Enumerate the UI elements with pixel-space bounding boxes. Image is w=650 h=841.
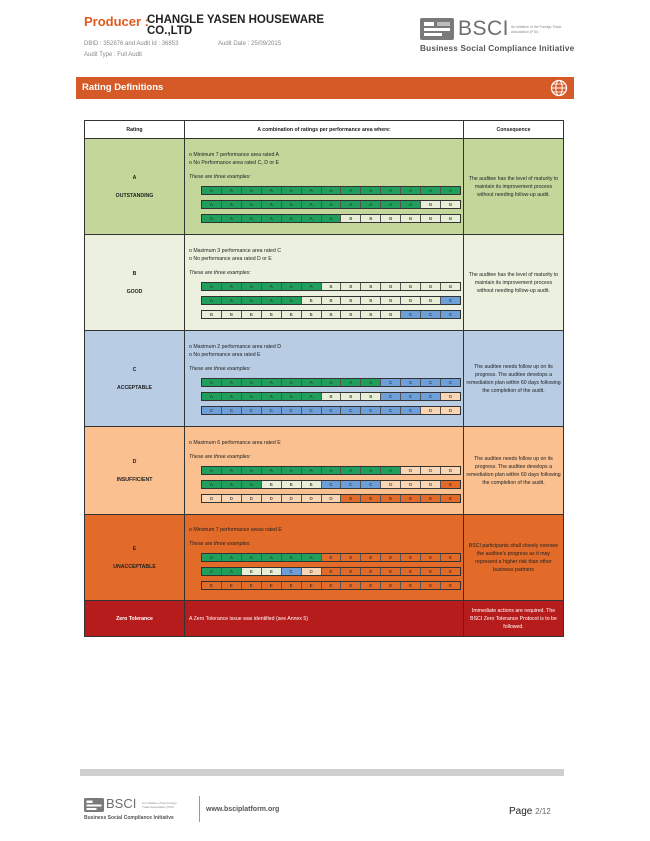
sequence-rating-cell: A bbox=[202, 393, 222, 400]
sequence-rating-cell: C bbox=[361, 481, 381, 488]
sequence-rating-cell: B bbox=[381, 311, 401, 318]
combination-cell bbox=[185, 235, 464, 331]
sequence-rating-cell: E bbox=[322, 554, 342, 561]
sequence-rating-cell: A bbox=[202, 568, 222, 575]
sequence-rating-cell: D bbox=[222, 495, 242, 502]
page-label: Page bbox=[509, 806, 533, 817]
consequence-cell: The auditee needs follow up on its progress. The auditee develops a remediation plan within 60 days following the completion of the audit. bbox=[464, 427, 564, 515]
sequence-rating-cell: B bbox=[381, 297, 401, 304]
rating-rows bbox=[85, 139, 564, 637]
section-title: Rating Definitions bbox=[82, 82, 164, 93]
sequence-rating-cell: D bbox=[421, 407, 441, 414]
globe-icon bbox=[550, 79, 568, 97]
sequence-rating-cell: E bbox=[222, 582, 242, 589]
sequence-rating-cell: A bbox=[381, 467, 401, 474]
examples-label: These are three examples: bbox=[189, 269, 251, 276]
criteria-bullet: o No performance area rated D or E bbox=[189, 255, 272, 262]
sequence-rating-cell: A bbox=[242, 554, 262, 561]
sequence-rating-cell: A bbox=[242, 393, 262, 400]
sequence-rating-cell: E bbox=[441, 481, 460, 488]
sequence-rating-cell: C bbox=[421, 393, 441, 400]
criteria-bullet: o Maximum 6 performance area rated E bbox=[189, 439, 281, 446]
sequence-rating-cell: E bbox=[361, 582, 381, 589]
sequence-rating-cell: C bbox=[361, 407, 381, 414]
examples-label: These are three examples: bbox=[189, 453, 251, 460]
producer-label: Producer : bbox=[84, 14, 150, 29]
consequence-cell: The auditee has the level of maturity to maintain its improvement process without needing follow-up audit. bbox=[464, 235, 564, 331]
example-sequence bbox=[201, 296, 461, 305]
rating-cell bbox=[85, 235, 185, 331]
sequence-rating-cell: E bbox=[421, 582, 441, 589]
sequence-rating-cell: B bbox=[441, 201, 460, 208]
zero-tolerance-label: Zero Tolerance bbox=[85, 601, 185, 637]
rating-name: ACCEPTABLE bbox=[116, 384, 153, 391]
sequence-rating-cell: B bbox=[322, 393, 342, 400]
sequence-rating-cell: E bbox=[421, 495, 441, 502]
sequence-rating-cell: A bbox=[202, 283, 222, 290]
example-sequence bbox=[201, 480, 461, 489]
sequence-rating-cell: A bbox=[222, 393, 242, 400]
rating-name: OUTSTANDING bbox=[115, 192, 154, 199]
sequence-rating-cell: A bbox=[322, 379, 342, 386]
consequence-cell: The auditee has the level of maturity to maintain its improvement process without needing follow-up audit. bbox=[464, 139, 564, 235]
criteria-bullet: o Minimum 7 performance areas rated E bbox=[189, 526, 282, 533]
sequence-rating-cell: A bbox=[242, 201, 262, 208]
sequence-rating-cell: A bbox=[322, 201, 342, 208]
sequence-rating-cell: E bbox=[341, 495, 361, 502]
sequence-rating-cell: A bbox=[222, 568, 242, 575]
consequence-cell: The auditee needs follow up on its progress. The auditee develops a remediation plan within 60 days following the completion of the audit. bbox=[464, 331, 564, 427]
sequence-rating-cell: C bbox=[242, 407, 262, 414]
sequence-rating-cell: E bbox=[361, 554, 381, 561]
example-sequence bbox=[201, 581, 461, 590]
sequence-rating-cell: A bbox=[242, 379, 262, 386]
sequence-rating-cell: A bbox=[202, 554, 222, 561]
sequence-rating-cell: A bbox=[242, 481, 262, 488]
rating-letter: E bbox=[132, 545, 137, 552]
sequence-rating-cell: A bbox=[302, 215, 322, 222]
sequence-rating-cell: B bbox=[361, 215, 381, 222]
sequence-rating-cell: E bbox=[341, 554, 361, 561]
sequence-rating-cell: A bbox=[202, 215, 222, 222]
sequence-rating-cell: A bbox=[282, 201, 302, 208]
sequence-rating-cell: A bbox=[202, 379, 222, 386]
criteria-bullet: o No performance area rated E bbox=[189, 351, 261, 358]
criteria-bullet: o Minimum 7 performance area rated A bbox=[189, 151, 279, 158]
example-sequence bbox=[201, 310, 461, 319]
sequence-rating-cell: B bbox=[361, 311, 381, 318]
sequence-rating-cell: C bbox=[421, 311, 441, 318]
sequence-rating-cell: E bbox=[361, 568, 381, 575]
sequence-rating-cell: A bbox=[302, 393, 322, 400]
footer-vertical-divider bbox=[199, 796, 200, 822]
sequence-rating-cell: D bbox=[242, 495, 262, 502]
sequence-rating-cell: B bbox=[441, 283, 460, 290]
sequence-rating-cell: A bbox=[341, 467, 361, 474]
sequence-rating-cell: A bbox=[222, 215, 242, 222]
footer-logo bbox=[84, 798, 194, 824]
sequence-rating-cell: C bbox=[401, 379, 421, 386]
footer-logo-text: BSCI bbox=[106, 796, 137, 811]
sequence-rating-cell: A bbox=[282, 393, 302, 400]
sequence-rating-cell: A bbox=[361, 379, 381, 386]
sequence-rating-cell: A bbox=[302, 467, 322, 474]
sequence-rating-cell: E bbox=[441, 495, 460, 502]
examples-label: These are three examples: bbox=[189, 173, 251, 180]
sequence-rating-cell: A bbox=[282, 554, 302, 561]
sequence-rating-cell: C bbox=[341, 407, 361, 414]
sequence-rating-cell: B bbox=[401, 215, 421, 222]
sequence-rating-cell: E bbox=[202, 582, 222, 589]
sequence-rating-cell: B bbox=[401, 283, 421, 290]
sequence-rating-cell: C bbox=[441, 311, 460, 318]
criteria-bullet: o No Performance area rated C, D or E bbox=[189, 159, 279, 166]
sequence-rating-cell: B bbox=[381, 215, 401, 222]
rating-row bbox=[85, 235, 564, 331]
sequence-rating-cell: D bbox=[202, 495, 222, 502]
footer-divider-bar bbox=[80, 769, 564, 776]
sequence-rating-cell: C bbox=[322, 481, 342, 488]
sequence-rating-cell: A bbox=[401, 201, 421, 208]
sequence-rating-cell: E bbox=[441, 568, 460, 575]
sequence-rating-cell: A bbox=[282, 297, 302, 304]
bsci-tagline: Business Social Compliance Initiative bbox=[420, 44, 575, 53]
example-sequence bbox=[201, 392, 461, 401]
sequence-rating-cell: E bbox=[441, 582, 460, 589]
combination-cell bbox=[185, 515, 464, 601]
sequence-rating-cell: E bbox=[322, 568, 342, 575]
sequence-rating-cell: A bbox=[202, 201, 222, 208]
rating-cell bbox=[85, 139, 185, 235]
rating-row bbox=[85, 427, 564, 515]
sequence-rating-cell: E bbox=[381, 495, 401, 502]
sequence-rating-cell: B bbox=[401, 297, 421, 304]
sequence-rating-cell: A bbox=[202, 481, 222, 488]
bsci-mark-icon bbox=[420, 18, 454, 40]
combination-cell bbox=[185, 427, 464, 515]
header-rating: Rating bbox=[85, 121, 185, 139]
sequence-rating-cell: C bbox=[262, 407, 282, 414]
sequence-rating-cell: E bbox=[421, 568, 441, 575]
sequence-rating-cell: A bbox=[222, 283, 242, 290]
sequence-rating-cell: C bbox=[282, 568, 302, 575]
sequence-rating-cell: D bbox=[302, 495, 322, 502]
examples-label: These are three examples: bbox=[189, 540, 251, 547]
sequence-rating-cell: A bbox=[282, 215, 302, 222]
rating-letter: B bbox=[132, 270, 137, 277]
example-sequence bbox=[201, 378, 461, 387]
section-header bbox=[76, 77, 574, 99]
example-sequence bbox=[201, 494, 461, 503]
sequence-rating-cell: A bbox=[322, 187, 342, 194]
sequence-rating-cell: B bbox=[282, 311, 302, 318]
sequence-rating-cell: B bbox=[361, 393, 381, 400]
sequence-rating-cell: B bbox=[322, 311, 342, 318]
sequence-rating-cell: A bbox=[381, 187, 401, 194]
sequence-rating-cell: C bbox=[441, 379, 460, 386]
producer-name: CHANGLE YASEN HOUSEWARE CO.,LTD bbox=[147, 14, 325, 37]
sequence-rating-cell: E bbox=[381, 582, 401, 589]
bsci-logo bbox=[420, 18, 580, 58]
sequence-rating-cell: B bbox=[421, 201, 441, 208]
header-consequence: Consequence bbox=[464, 121, 564, 139]
sequence-rating-cell: B bbox=[361, 297, 381, 304]
sequence-rating-cell: D bbox=[441, 407, 460, 414]
sequence-rating-cell: C bbox=[381, 393, 401, 400]
sequence-rating-cell: C bbox=[401, 311, 421, 318]
sequence-rating-cell: B bbox=[341, 283, 361, 290]
sequence-rating-cell: B bbox=[341, 311, 361, 318]
criteria-bullet: o Maximum 2 performance area rated D bbox=[189, 343, 281, 350]
sequence-rating-cell: A bbox=[262, 554, 282, 561]
sequence-rating-cell: C bbox=[441, 297, 460, 304]
sequence-rating-cell: B bbox=[322, 283, 342, 290]
rating-name: GOOD bbox=[126, 288, 143, 295]
sequence-rating-cell: A bbox=[262, 201, 282, 208]
sequence-rating-cell: D bbox=[282, 495, 302, 502]
sequence-rating-cell: C bbox=[282, 407, 302, 414]
sequence-rating-cell: A bbox=[242, 215, 262, 222]
bsci-logo-subtext: An initiative of the Foreign Trade Association (FTA) bbox=[511, 25, 562, 34]
sequence-rating-cell: E bbox=[381, 554, 401, 561]
sequence-rating-cell: A bbox=[242, 283, 262, 290]
sequence-rating-cell: E bbox=[322, 582, 342, 589]
page-count: 2/12 bbox=[535, 807, 551, 816]
sequence-rating-cell: D bbox=[421, 481, 441, 488]
example-sequence bbox=[201, 567, 461, 576]
rating-cell bbox=[85, 331, 185, 427]
example-sequence bbox=[201, 282, 461, 291]
example-sequence bbox=[201, 214, 461, 223]
footer-tagline: Business Social Compliance Initiative bbox=[84, 815, 174, 821]
footer-url-link[interactable]: www.bsciplatform.org bbox=[206, 806, 280, 813]
sequence-rating-cell: B bbox=[361, 283, 381, 290]
example-sequence bbox=[201, 406, 461, 415]
rating-letter: A bbox=[132, 174, 137, 181]
rating-name: UNACCEPTABLE bbox=[113, 563, 156, 570]
sequence-rating-cell: B bbox=[262, 568, 282, 575]
sequence-rating-cell: A bbox=[262, 283, 282, 290]
sequence-rating-cell: B bbox=[341, 215, 361, 222]
sequence-rating-cell: B bbox=[222, 311, 242, 318]
table-header-row bbox=[85, 121, 564, 139]
sequence-rating-cell: B bbox=[421, 297, 441, 304]
audit-type: Audit Type : Full Audit bbox=[84, 52, 142, 58]
zero-tolerance-consequence: Immediate actions are required. The BSCI Zero Tolerance Protocol is to be followed. bbox=[464, 601, 564, 637]
sequence-rating-cell: A bbox=[242, 467, 262, 474]
sequence-rating-cell: B bbox=[322, 297, 342, 304]
combination-cell bbox=[185, 331, 464, 427]
sequence-rating-cell: A bbox=[282, 379, 302, 386]
sequence-rating-cell: A bbox=[341, 379, 361, 386]
sequence-rating-cell: A bbox=[302, 187, 322, 194]
rating-definitions-table bbox=[84, 120, 564, 637]
sequence-rating-cell: A bbox=[302, 554, 322, 561]
sequence-rating-cell: B bbox=[282, 481, 302, 488]
examples-label: These are three examples: bbox=[189, 365, 251, 372]
sequence-rating-cell: A bbox=[222, 467, 242, 474]
sequence-rating-cell: A bbox=[262, 297, 282, 304]
sequence-rating-cell: A bbox=[262, 467, 282, 474]
sequence-rating-cell: E bbox=[341, 582, 361, 589]
sequence-rating-cell: E bbox=[361, 495, 381, 502]
bsci-logo-text: BSCI bbox=[458, 17, 510, 40]
sequence-rating-cell: A bbox=[222, 201, 242, 208]
sequence-rating-cell: E bbox=[242, 582, 262, 589]
footer-logo-subtext: An initiative of the Foreign Trade Association (FTA) bbox=[142, 801, 177, 809]
sequence-rating-cell: E bbox=[401, 582, 421, 589]
sequence-rating-cell: A bbox=[222, 481, 242, 488]
sequence-rating-cell: E bbox=[441, 554, 460, 561]
criteria-bullet: o Maximum 3 performance area rated C bbox=[189, 247, 281, 254]
sequence-rating-cell: D bbox=[401, 481, 421, 488]
zero-tolerance-row bbox=[85, 601, 564, 637]
sequence-rating-cell: C bbox=[302, 407, 322, 414]
sequence-rating-cell: C bbox=[322, 407, 342, 414]
consequence-cell: BSCI participants shall closely oversee the auditee's progress as it may represent a higher risk than other business partners bbox=[464, 515, 564, 601]
sequence-rating-cell: E bbox=[401, 554, 421, 561]
audit-date: Audit Date : 25/09/2015 bbox=[218, 41, 282, 47]
sequence-rating-cell: D bbox=[441, 393, 460, 400]
sequence-rating-cell: A bbox=[222, 379, 242, 386]
sequence-rating-cell: A bbox=[262, 187, 282, 194]
sequence-rating-cell: E bbox=[381, 568, 401, 575]
sequence-rating-cell: D bbox=[441, 467, 460, 474]
rating-row bbox=[85, 331, 564, 427]
example-sequence bbox=[201, 466, 461, 475]
sequence-rating-cell: D bbox=[381, 481, 401, 488]
rating-letter: D bbox=[132, 458, 137, 465]
sequence-rating-cell: A bbox=[361, 187, 381, 194]
sequence-rating-cell: B bbox=[302, 297, 322, 304]
sequence-rating-cell: C bbox=[401, 407, 421, 414]
zero-tolerance-text: A Zero Tolerance issue was identified (see Annex 5) bbox=[185, 601, 464, 637]
sequence-rating-cell: A bbox=[361, 201, 381, 208]
sequence-rating-cell: A bbox=[282, 283, 302, 290]
sequence-rating-cell: C bbox=[381, 407, 401, 414]
sequence-rating-cell: A bbox=[282, 467, 302, 474]
sequence-rating-cell: A bbox=[262, 379, 282, 386]
sequence-rating-cell: E bbox=[302, 582, 322, 589]
sequence-rating-cell: D bbox=[262, 495, 282, 502]
sequence-rating-cell: A bbox=[242, 297, 262, 304]
example-sequence bbox=[201, 553, 461, 562]
sequence-rating-cell: D bbox=[401, 467, 421, 474]
sequence-rating-cell: B bbox=[262, 311, 282, 318]
sequence-rating-cell: B bbox=[242, 568, 262, 575]
sequence-rating-cell: B bbox=[202, 311, 222, 318]
sequence-rating-cell: A bbox=[262, 393, 282, 400]
sequence-rating-cell: A bbox=[421, 187, 441, 194]
sequence-rating-cell: A bbox=[441, 187, 460, 194]
combination-cell bbox=[185, 139, 464, 235]
sequence-rating-cell: E bbox=[421, 554, 441, 561]
sequence-rating-cell: B bbox=[242, 311, 262, 318]
sequence-rating-cell: D bbox=[302, 568, 322, 575]
sequence-rating-cell: A bbox=[242, 187, 262, 194]
sequence-rating-cell: B bbox=[302, 481, 322, 488]
sequence-rating-cell: A bbox=[222, 297, 242, 304]
sequence-rating-cell: C bbox=[381, 379, 401, 386]
sequence-rating-cell: A bbox=[222, 554, 242, 561]
rating-cell bbox=[85, 427, 185, 515]
sequence-rating-cell: A bbox=[202, 297, 222, 304]
sequence-rating-cell: A bbox=[302, 201, 322, 208]
sequence-rating-cell: E bbox=[401, 568, 421, 575]
rating-cell bbox=[85, 515, 185, 601]
rating-row bbox=[85, 139, 564, 235]
sequence-rating-cell: A bbox=[302, 379, 322, 386]
sequence-rating-cell: B bbox=[302, 311, 322, 318]
sequence-rating-cell: C bbox=[401, 393, 421, 400]
sequence-rating-cell: A bbox=[401, 187, 421, 194]
sequence-rating-cell: B bbox=[341, 393, 361, 400]
sequence-rating-cell: E bbox=[262, 582, 282, 589]
sequence-rating-cell: A bbox=[202, 187, 222, 194]
sequence-rating-cell: D bbox=[421, 467, 441, 474]
sequence-rating-cell: A bbox=[381, 201, 401, 208]
sequence-rating-cell: B bbox=[441, 215, 460, 222]
sequence-rating-cell: A bbox=[341, 201, 361, 208]
sequence-rating-cell: C bbox=[202, 407, 222, 414]
rating-letter: C bbox=[132, 366, 137, 373]
sequence-rating-cell: A bbox=[322, 215, 342, 222]
footer-bsci-mark-icon bbox=[84, 798, 104, 812]
sequence-rating-cell: E bbox=[341, 568, 361, 575]
sequence-rating-cell: B bbox=[341, 297, 361, 304]
sequence-rating-cell: E bbox=[401, 495, 421, 502]
sequence-rating-cell: A bbox=[361, 467, 381, 474]
dbid-line: DBID : 352876 and Audit Id : 36853 bbox=[84, 41, 179, 47]
rating-name: INSUFFICIENT bbox=[116, 476, 153, 483]
example-sequence bbox=[201, 200, 461, 209]
sequence-rating-cell: A bbox=[222, 187, 242, 194]
sequence-rating-cell: B bbox=[421, 215, 441, 222]
sequence-rating-cell: B bbox=[421, 283, 441, 290]
sequence-rating-cell: A bbox=[341, 187, 361, 194]
sequence-rating-cell: A bbox=[302, 283, 322, 290]
header-combination: A combination of ratings per performance area where: bbox=[185, 121, 464, 139]
sequence-rating-cell: E bbox=[282, 582, 302, 589]
sequence-rating-cell: A bbox=[282, 187, 302, 194]
sequence-rating-cell: C bbox=[421, 379, 441, 386]
sequence-rating-cell: B bbox=[381, 283, 401, 290]
sequence-rating-cell: A bbox=[202, 467, 222, 474]
sequence-rating-cell: C bbox=[222, 407, 242, 414]
example-sequence bbox=[201, 186, 461, 195]
sequence-rating-cell: B bbox=[262, 481, 282, 488]
sequence-rating-cell: A bbox=[322, 467, 342, 474]
rating-row bbox=[85, 515, 564, 601]
sequence-rating-cell: C bbox=[341, 481, 361, 488]
sequence-rating-cell: A bbox=[262, 215, 282, 222]
sequence-rating-cell: D bbox=[322, 495, 342, 502]
page-number bbox=[509, 806, 551, 817]
